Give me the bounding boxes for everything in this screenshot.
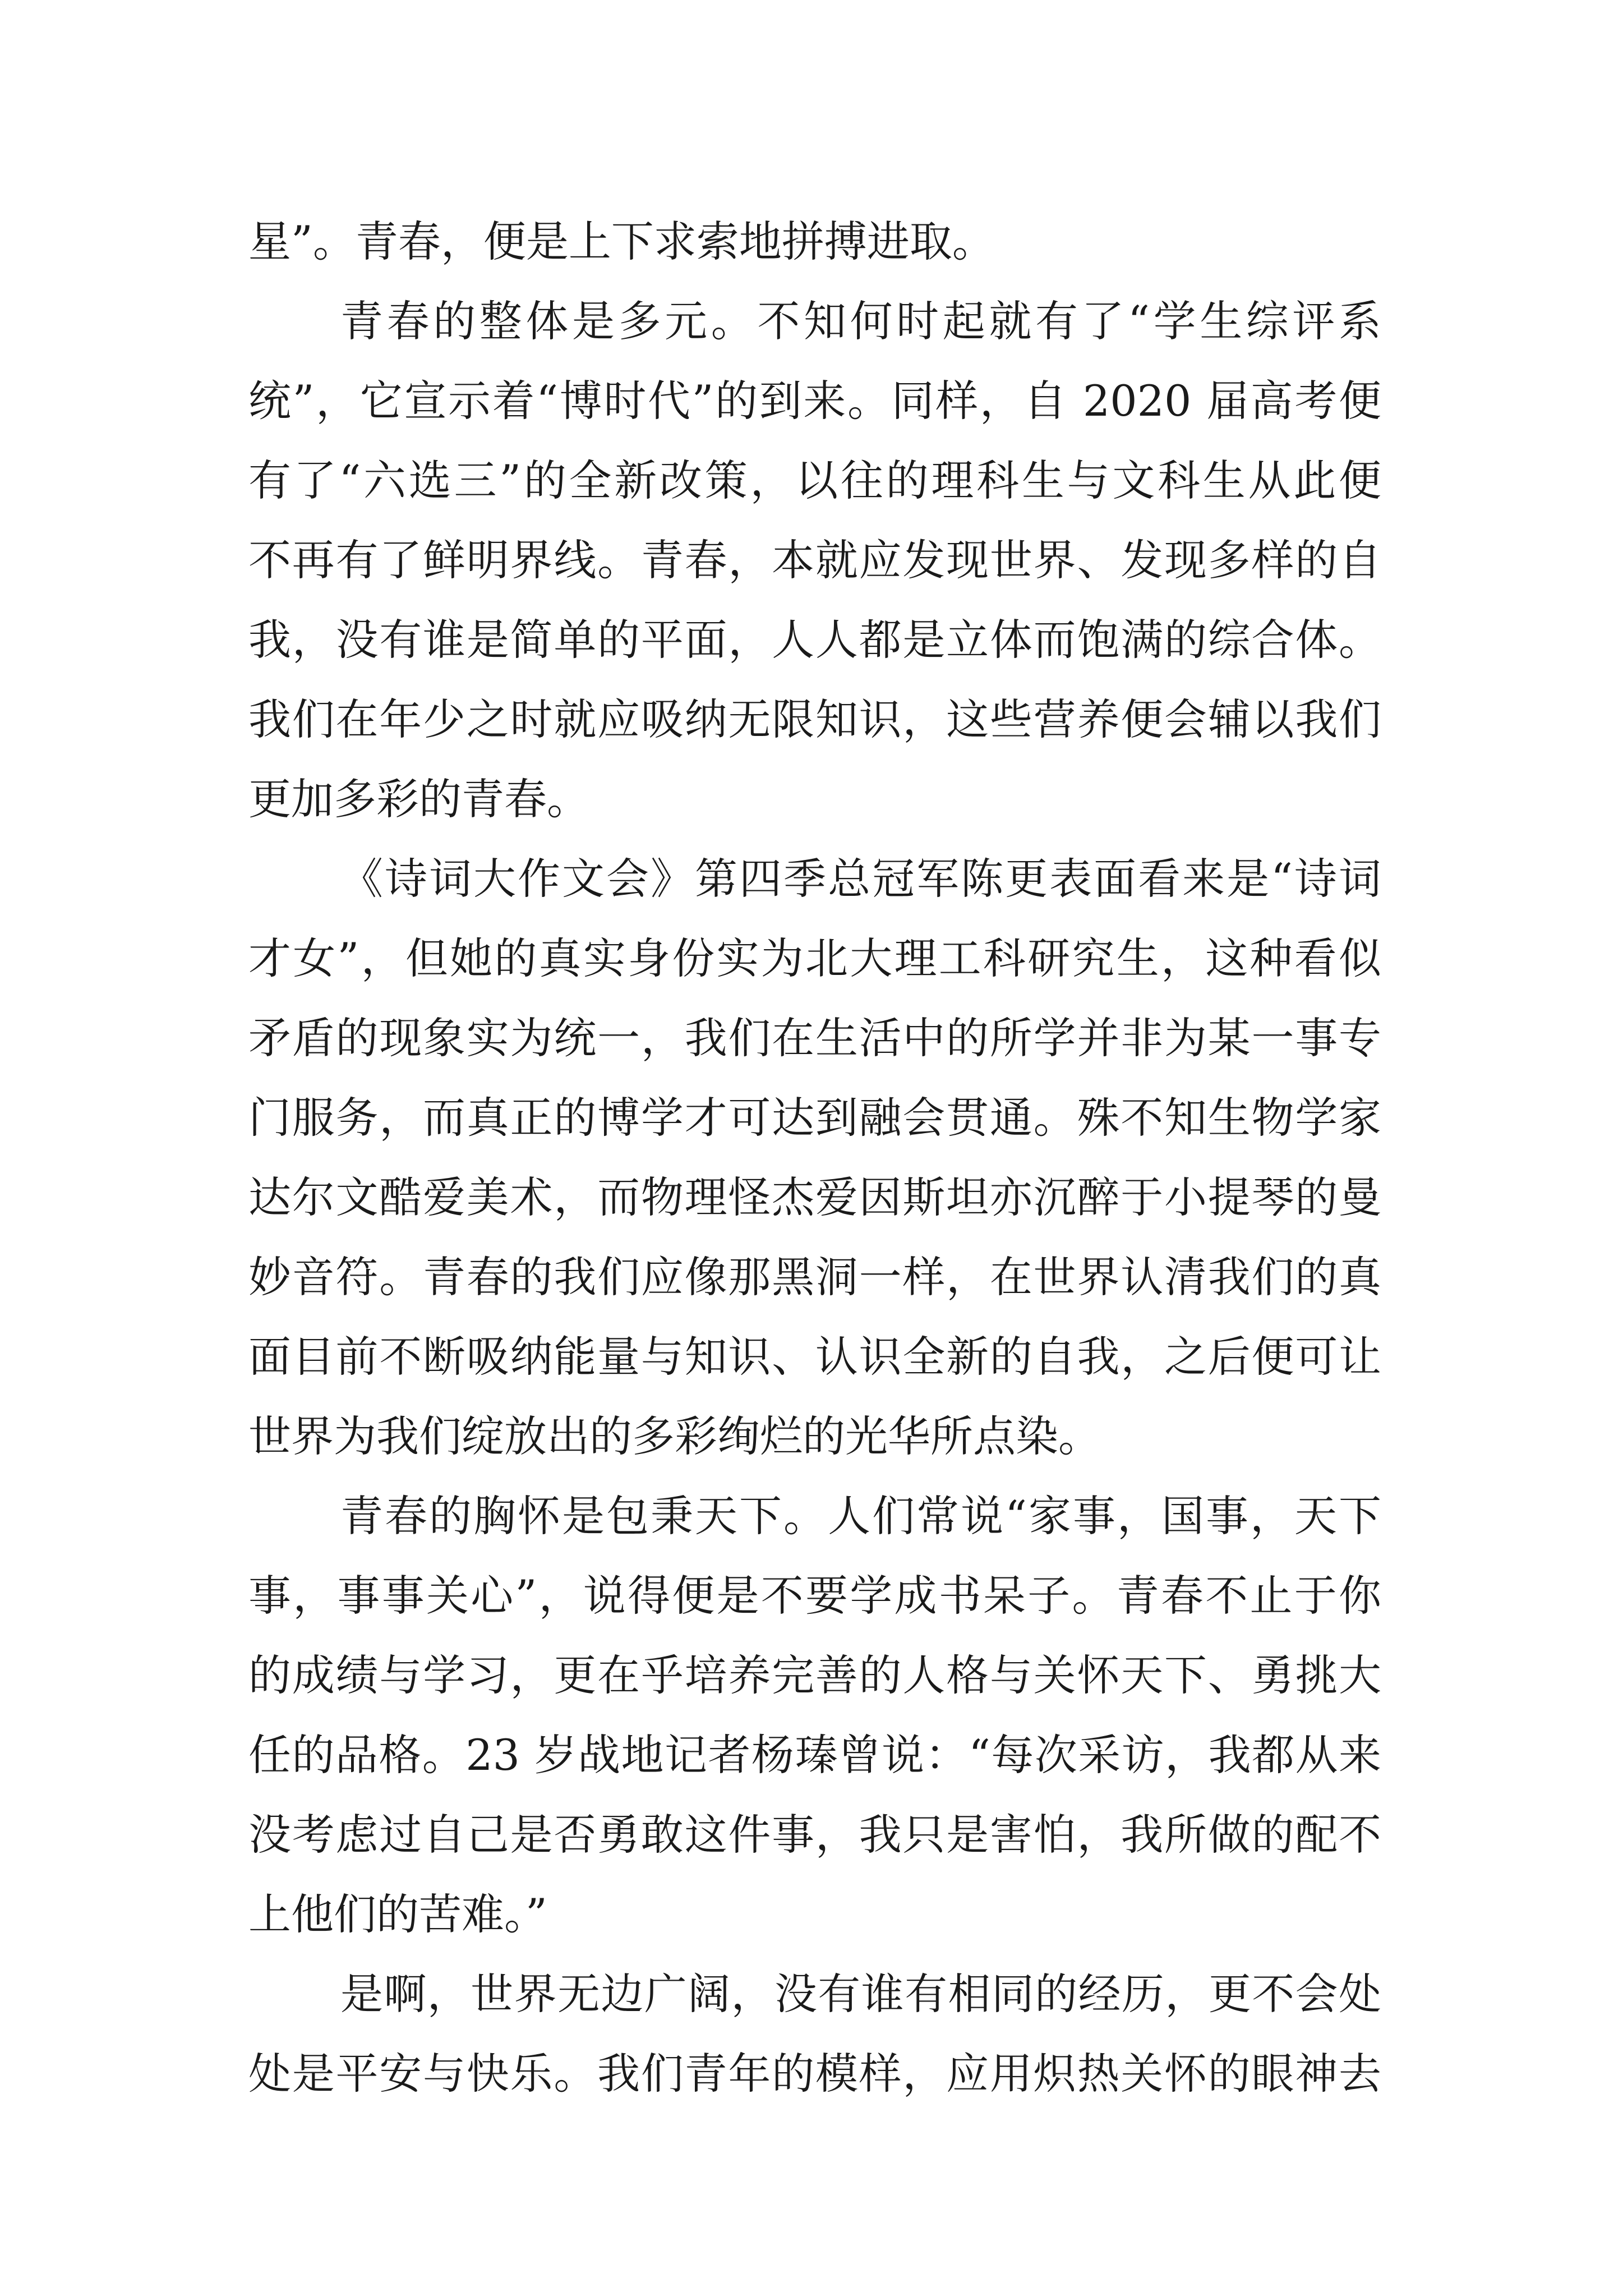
text-line: 《诗词大作文会》第四季总冠军陈更表面看来是“诗词 [340, 854, 1381, 904]
text-line: 星”。青春，便是上下求索地拼搏进取。 [248, 217, 995, 266]
text-line: 事，事事关心”，说得便是不要学成书呆子。青春不止于你 [248, 1571, 1381, 1621]
text-line: 有了“六选三”的全新改策，以往的理科生与文科生从此便 [248, 455, 1381, 505]
text-line: 没考虑过自己是否勇敢这件事，我只是害怕，我所做的配不 [248, 1810, 1381, 1860]
essay-body [248, 202, 1381, 2114]
text-line: 处是平安与快乐。我们青年的模样，应用炽热关怀的眼神去 [248, 2049, 1381, 2099]
text-line: 任的品格。23 岁战地记者杨瑧曾说：“每次采访，我都从来 [248, 1730, 1381, 1780]
text-line: 妙音符。青春的我们应像那黑洞一样，在世界认清我们的真 [248, 1252, 1381, 1302]
text-line: 不再有了鲜明界线。青春，本就应发现世界、发现多样的自 [248, 535, 1381, 585]
text-line: 我们在年少之时就应吸纳无限知识，这些营养便会辅以我们 [248, 694, 1381, 744]
text-line: 世界为我们绽放出的多彩绚烂的光华所点染。 [248, 1411, 1101, 1461]
text-line: 更加多彩的青春。 [248, 774, 589, 824]
text-line: 的成绩与学习，更在乎培养完善的人格与关怀天下、勇挑大 [248, 1650, 1381, 1700]
text-line: 面目前不断吸纳能量与知识、认识全新的自我，之后便可让 [248, 1332, 1381, 1382]
text-line: 才女”，但她的真实身份实为北大理工科研究生，这种看似 [248, 933, 1381, 983]
text-line: 青春的胸怀是包秉天下。人们常说“家事，国事，天下 [340, 1491, 1381, 1541]
text-line: 门服务，而真正的博学才可达到融会贯通。殊不知生物学家 [248, 1093, 1381, 1143]
text-line: 青春的整体是多元。不知何时起就有了“学生综评系 [340, 296, 1381, 346]
text-line: 我，没有谁是简单的平面，人人都是立体而饱满的综合体。 [248, 615, 1381, 665]
text-line: 统”，它宣示着“博时代”的到来。同样，自 2020 届高考便 [248, 376, 1381, 426]
text-line: 是啊，世界无边广阔，没有谁有相同的经历，更不会处 [340, 1969, 1381, 2019]
text-line: 矛盾的现象实为统一，我们在生活中的所学并非为某一事专 [248, 1013, 1381, 1063]
text-line: 上他们的苦难。” [248, 1889, 547, 1939]
text-line: 达尔文酷爱美术，而物理怪杰爱因斯坦亦沉醉于小提琴的曼 [248, 1172, 1381, 1222]
